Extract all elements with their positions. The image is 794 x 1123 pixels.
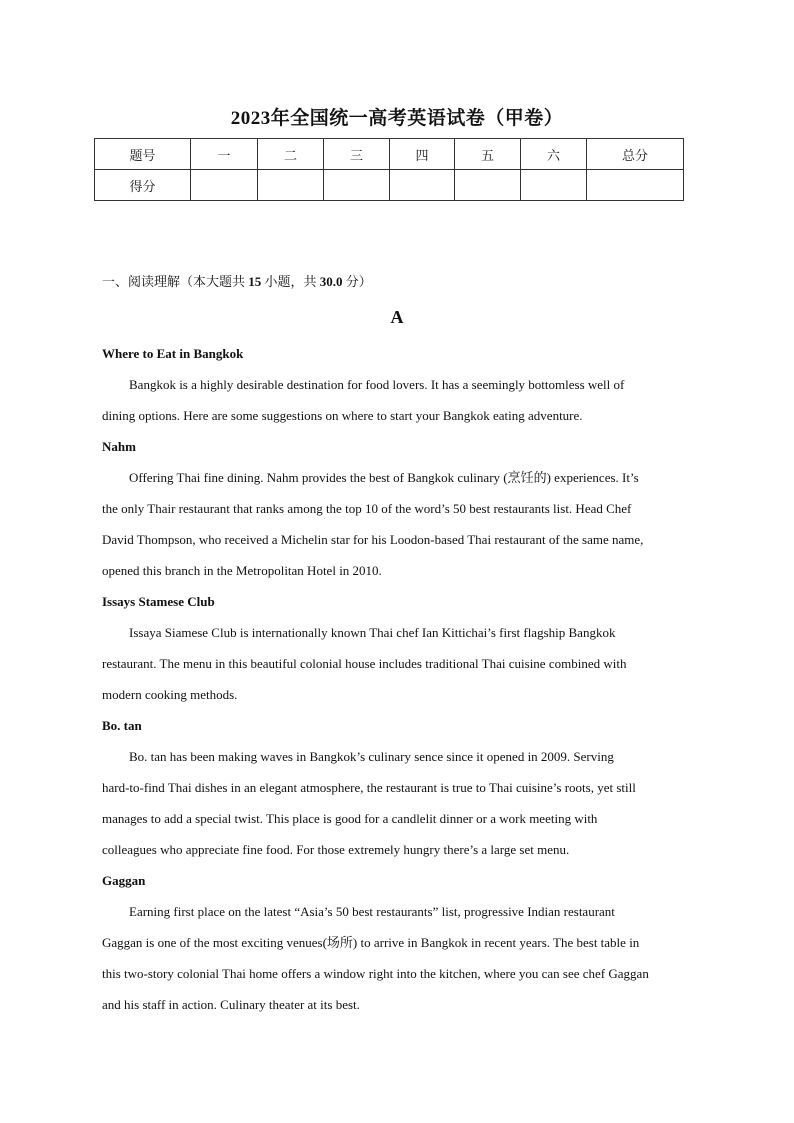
paragraph-line: Gaggan is one of the most exciting venues(场所) to arrive in Bangkok in recent years. The best table in bbox=[102, 935, 640, 950]
paragraph-line: Bangkok is a highly desirable destination for food lovers. It has a seemingly bottomless well of bbox=[129, 377, 625, 392]
paragraph-line: and his staff in action. Culinary theater at its best. bbox=[102, 997, 360, 1012]
header-cell-part-4: 四 bbox=[390, 139, 455, 170]
section-heading-prefix: 一、阅读理解（本大题共 bbox=[102, 274, 246, 289]
score-cell bbox=[191, 170, 258, 201]
header-cell-part-3: 三 bbox=[324, 139, 390, 170]
restaurant-name: Bo. tan bbox=[102, 718, 142, 733]
header-cell-part-5: 五 bbox=[455, 139, 521, 170]
paragraph-line: manages to add a special twist. This place is good for a candlelit dinner or a work meeting with bbox=[102, 811, 598, 826]
section-heading-mid: 小题，共 bbox=[264, 274, 317, 289]
paragraph-line: the only Thair restaurant that ranks among the top 10 of the word’s 50 best restaurants list. Head Chef bbox=[102, 501, 632, 516]
page-title: 2023年全国统一高考英语试卷（甲卷） bbox=[230, 108, 564, 129]
paragraph-line: hard-to-find Thai dishes in an elegant atmosphere, the restaurant is true to Thai cuisine’s roots, yet still bbox=[102, 780, 636, 795]
restaurant-name: Nahm bbox=[102, 439, 136, 454]
part-letter: A bbox=[390, 307, 404, 327]
score-table-header-row bbox=[95, 139, 684, 170]
total-points: 30.0 bbox=[319, 274, 343, 289]
score-cell bbox=[521, 170, 587, 201]
header-cell-total: 总分 bbox=[587, 139, 684, 170]
restaurant-name: Gaggan bbox=[102, 873, 146, 888]
header-cell-part-1: 一 bbox=[191, 139, 258, 170]
article bbox=[102, 338, 694, 1020]
header-cell-part-2: 二 bbox=[258, 139, 324, 170]
question-count: 15 bbox=[248, 274, 262, 289]
score-table bbox=[94, 138, 684, 201]
score-table-score-row bbox=[95, 170, 684, 201]
paragraph-line: Offering Thai fine dining. Nahm provides the best of Bangkok culinary (烹饪的) experiences. It’s bbox=[129, 470, 639, 485]
score-cell bbox=[324, 170, 390, 201]
score-cell bbox=[390, 170, 455, 201]
paragraph-line: Bo. tan has been making waves in Bangkok’s culinary sence since it opened in 2009. Serving bbox=[129, 749, 614, 764]
paragraph-line: David Thompson, who received a Michelin star for his Loodon-based Thai restaurant of the same name, bbox=[102, 532, 644, 547]
score-row-label: 得分 bbox=[95, 170, 191, 201]
score-cell bbox=[258, 170, 324, 201]
paragraph-line: opened this branch in the Metropolitan Hotel in 2010. bbox=[102, 563, 382, 578]
section-heading-suffix: 分） bbox=[345, 274, 372, 289]
paragraph-line: colleagues who appreciate fine food. For those extremely hungry there’s a large set menu. bbox=[102, 842, 570, 857]
section-heading bbox=[102, 271, 372, 290]
paragraph-line: dining options. Here are some suggestions on where to start your Bangkok eating adventure. bbox=[102, 408, 583, 423]
paragraph-line: restaurant. The menu in this beautiful colonial house includes traditional Thai cuisine combined with bbox=[102, 656, 627, 671]
article-title: Where to Eat in Bangkok bbox=[102, 346, 244, 361]
paragraph-line: modern cooking methods. bbox=[102, 687, 238, 702]
paragraph-line: this two-story colonial Thai home offers a window right into the kitchen, where you can see chef Gaggan bbox=[102, 966, 649, 981]
score-cell-total bbox=[587, 170, 684, 201]
restaurant-name: Issays Stamese Club bbox=[102, 594, 215, 609]
score-cell bbox=[455, 170, 521, 201]
header-cell-question-number: 题号 bbox=[95, 139, 191, 170]
header-cell-part-6: 六 bbox=[521, 139, 587, 170]
paragraph-line: Earning first place on the latest “Asia’s 50 best restaurants” list, progressive Indian restaurant bbox=[129, 904, 615, 919]
paragraph-line: Issaya Siamese Club is internationally known Thai chef Ian Kittichai’s first flagship Bangkok bbox=[129, 625, 616, 640]
